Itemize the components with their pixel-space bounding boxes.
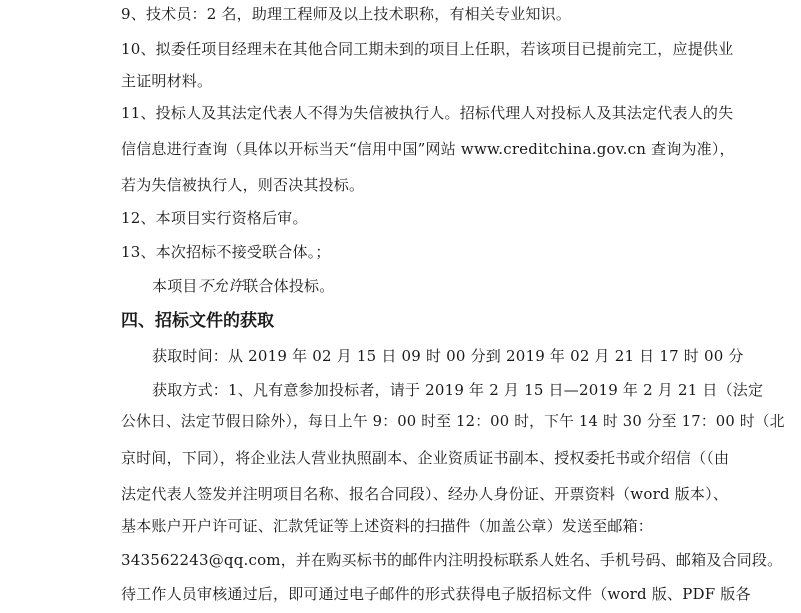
text-line-item-9: 9、技术员：2 名，助理工程师及以上技术职称，有相关专业知识。	[121, 5, 572, 23]
consortium-note-suffix: 联合体投标。	[243, 277, 335, 295]
text-line-obtain-time: 获取时间：从 2019 年 02 月 15 日 09 时 00 分到 2019 年 02 月 21 日 17 时 00 分	[152, 347, 744, 365]
text-line-item-11-cont: 信信息进行查询（具体以开标当天“信用中国”网站 www.creditchina.gov.cn 查询为准），	[121, 140, 735, 158]
section-heading: 四、招标文件的获取	[121, 311, 274, 331]
text-line-obtain-method: 获取方式：1、凡有意参加投标者，请于 2019 年 2 月 15 日—2019 年 2 月 21 日（法定	[152, 381, 764, 399]
text-line-obtain-method-6: 待工作人员审核通过后，即可通过电子邮件的形式获得电子版招标文件（word 版、PDF 版各	[121, 585, 751, 603]
text-line-item-11: 11、投标人及其法定代表人不得为失信被执行人。招标代理人对投标人及其法定代表人的失	[121, 104, 734, 122]
consortium-note-italic: 不允许	[197, 277, 244, 295]
text-line-consortium-note	[152, 276, 334, 296]
text-line-item-13: 13、本次招标不接受联合体。；	[121, 243, 331, 261]
text-line-obtain-method-2: 公休日、法定节假日除外），每日上午 9：00 时至 12：00 时，下午 14 时 30 分至 17：00 时（北	[121, 413, 785, 430]
text-line-item-12: 12、本项目实行资格后审。	[121, 209, 308, 227]
consortium-note-prefix: 本项目	[152, 277, 198, 295]
text-line-obtain-method-5: 基本账户开户许可证、汇款凭证等上述资料的扫描件（加盖公章）发送至邮箱：	[121, 517, 654, 535]
text-line-email: 343562243@qq.com，并在购买标书的邮件内注明投标联系人姓名、手机号码、邮箱及合同段。	[121, 551, 783, 569]
text-line-item-11-end: 若为失信被执行人，则否决其投标。	[121, 176, 365, 194]
text-line-item-10-cont: 主证明材料。	[121, 72, 213, 90]
text-line-obtain-method-3: 京时间，下同），将企业法人营业执照副本、企业资质证书副本、授权委托书或介绍信（（由	[121, 449, 730, 467]
text-line-obtain-method-4: 法定代表人签发并注明项目名称、报名合同段）、经办人身份证、开票资料（word 版本）、	[121, 485, 729, 503]
text-line-item-10: 10、拟委任项目经理未在其他合同工期未到的项目上任职，若该项目已提前完工，应提供业	[121, 40, 734, 58]
